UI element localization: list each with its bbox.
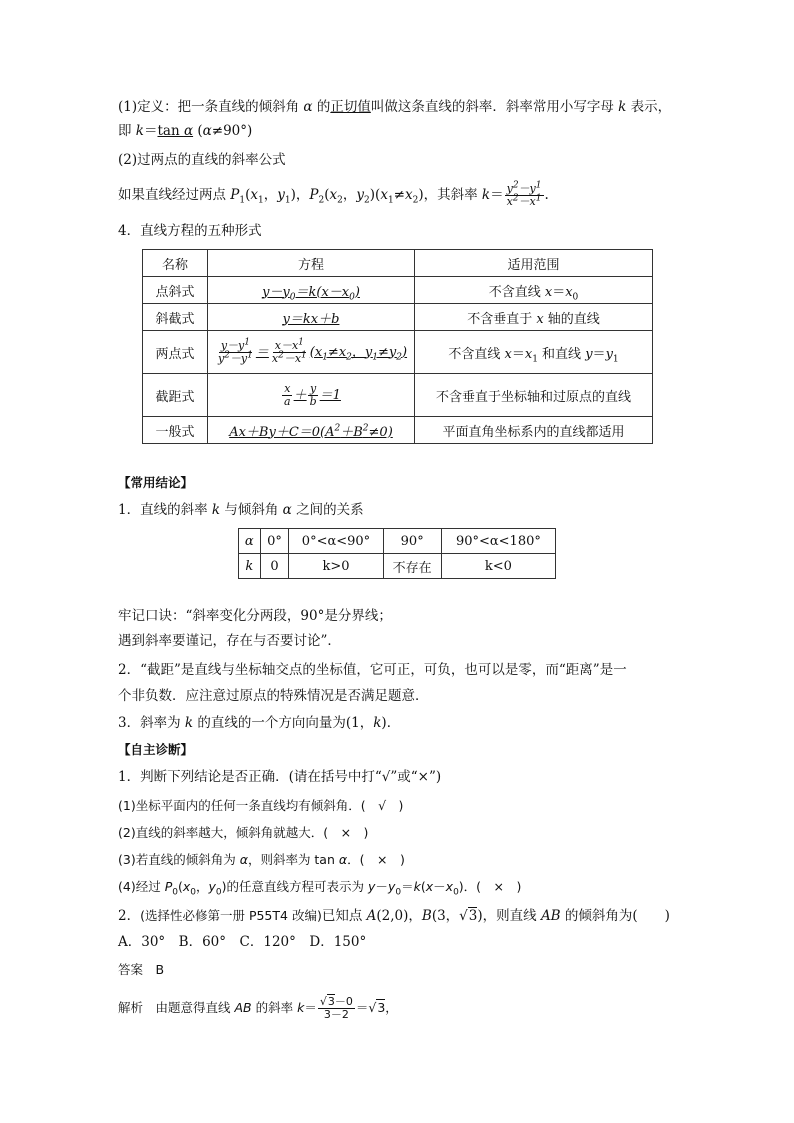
cell: 0: [260, 554, 289, 579]
header-scope: 适用范围: [415, 250, 653, 277]
question-1-item: (4)经过 $P_0(x_0$，$y_0$)的任意直线方程可表示为 $y-y_0=k(x-x_0)$．( × ): [118, 879, 522, 898]
mnemonic-line-1: 牢记口诀：“斜率变化分两段，90°是分界线；: [118, 608, 392, 624]
table-row: [143, 304, 653, 331]
common-conclusions-heading: 【常用结论】: [118, 475, 194, 490]
form-name: 两点式: [143, 331, 208, 374]
form-scope: 不含直线 $x=x_1$ 和直线 $y=y_1$: [415, 331, 653, 374]
form-equation: $Ax+By+C=0(A^2+B^2\ne 0)$: [208, 417, 415, 444]
formula-title: (2)过两点的直线的斜率公式: [118, 152, 286, 168]
header-equation: 方程: [208, 250, 415, 277]
header-name: 名称: [143, 250, 208, 277]
cell: k>0: [289, 554, 383, 579]
self-diagnosis-heading: 【自主诊断】: [118, 742, 194, 757]
cell: 90°<α<180°: [441, 529, 555, 554]
cell: 不存在: [383, 554, 441, 579]
slope-angle-table: [238, 528, 556, 579]
conclusion-3: 3．斜率为 k 的直线的一个方向向量为(1，k)．: [118, 715, 401, 731]
conclusion-1-title: 1．直线的斜率 k 与倾斜角 α 之间的关系: [118, 502, 364, 518]
section-4-title: 4．直线方程的五种形式: [118, 223, 262, 239]
question-1-item: (1)坐标平面内的任何一条直线均有倾斜角．( √ ): [118, 798, 404, 813]
cell: α: [239, 529, 261, 554]
question-2: 2．(选择性必修第一册 P55T4 改编)已知点 A(2,0)，B(3，√3)，则直线 AB 的倾斜角为( ): [118, 908, 670, 924]
line-equation-forms-table: [142, 249, 653, 444]
answer-line: 答案 B: [118, 962, 165, 977]
cell: k: [239, 554, 261, 579]
question-1-item: (2)直线的斜率越大，倾斜角就越大．( × ): [118, 825, 369, 840]
definition-line-1: (1)定义：把一条直线的倾斜角 α 的正切值叫做这条直线的斜率．斜率常用小写字母 k 表示，: [118, 99, 672, 115]
table-row: [143, 417, 653, 444]
question-1-title: 1．判断下列结论是否正确．(请在括号中打“√”或“×”): [118, 769, 442, 785]
form-scope: 不含垂直于坐标轴和过原点的直线: [415, 374, 653, 417]
form-equation: y＝kx＋b: [208, 304, 415, 331]
cell: 90°: [383, 529, 441, 554]
conclusion-2-line-2: 个非负数．应注意过原点的特殊情况是否满足题意．: [118, 688, 429, 704]
question-1-item: (3)若直线的倾斜角为 α，则斜率为 tan α．( × ): [118, 852, 405, 867]
form-name: 点斜式: [143, 277, 208, 304]
form-equation: $y-y_0=k(x-x_0)$: [208, 277, 415, 304]
form-name: 一般式: [143, 417, 208, 444]
cell: k<0: [441, 554, 555, 579]
form-scope: 不含直线 $x=x_0$: [415, 277, 653, 304]
table-row: [239, 529, 556, 554]
table-row: [143, 277, 653, 304]
question-2-options: A．30° B．60° C．120° D．150°: [118, 934, 367, 950]
definition-line-2: 即 k＝tan α (α≠90°): [118, 123, 253, 139]
mnemonic-line-2: 遇到斜率要谨记，存在与否要讨论”．: [118, 633, 341, 649]
form-name: 截距式: [143, 374, 208, 417]
table-row: [239, 554, 556, 579]
table-row: [143, 331, 653, 374]
form-equation: $\frac{x}{a}$ ＋ $\frac{y}{b}$ ＝1: [208, 374, 415, 417]
cell: 0°<α<90°: [289, 529, 383, 554]
form-name: 斜截式: [143, 304, 208, 331]
form-scope: 不含垂直于 x 轴的直线: [415, 304, 653, 331]
table-row: [143, 374, 653, 417]
slope-formula-line: 如果直线经过两点 $P_1(x_1$，$y_1$)，$P_2(x_2$，$y_2)(x_1\ne x_2)$，其斜率 k＝ $\frac{y^2-y^1}{x^2-x^1}$ .: [118, 180, 549, 208]
form-equation: $\frac{y-y^1}{y^2-y^1}$ ＝ $\frac{x-x^1}{x^2-x^1}$ ($x_1\ne x_2$，$y_1\ne y_2$): [208, 331, 415, 374]
form-scope: 平面直角坐标系内的直线都适用: [415, 417, 653, 444]
analysis-line: 解析 由题意得直线 AB 的斜率 k＝ $\frac{√3-0}{3-2}$ ＝√3，: [118, 995, 398, 1021]
cell: 0°: [260, 529, 289, 554]
conclusion-2-line-1: 2．“截距”是直线与坐标轴交点的坐标值，它可正，可负，也可以是零，而“距离”是一: [118, 662, 627, 678]
table-header-row: [143, 250, 653, 277]
